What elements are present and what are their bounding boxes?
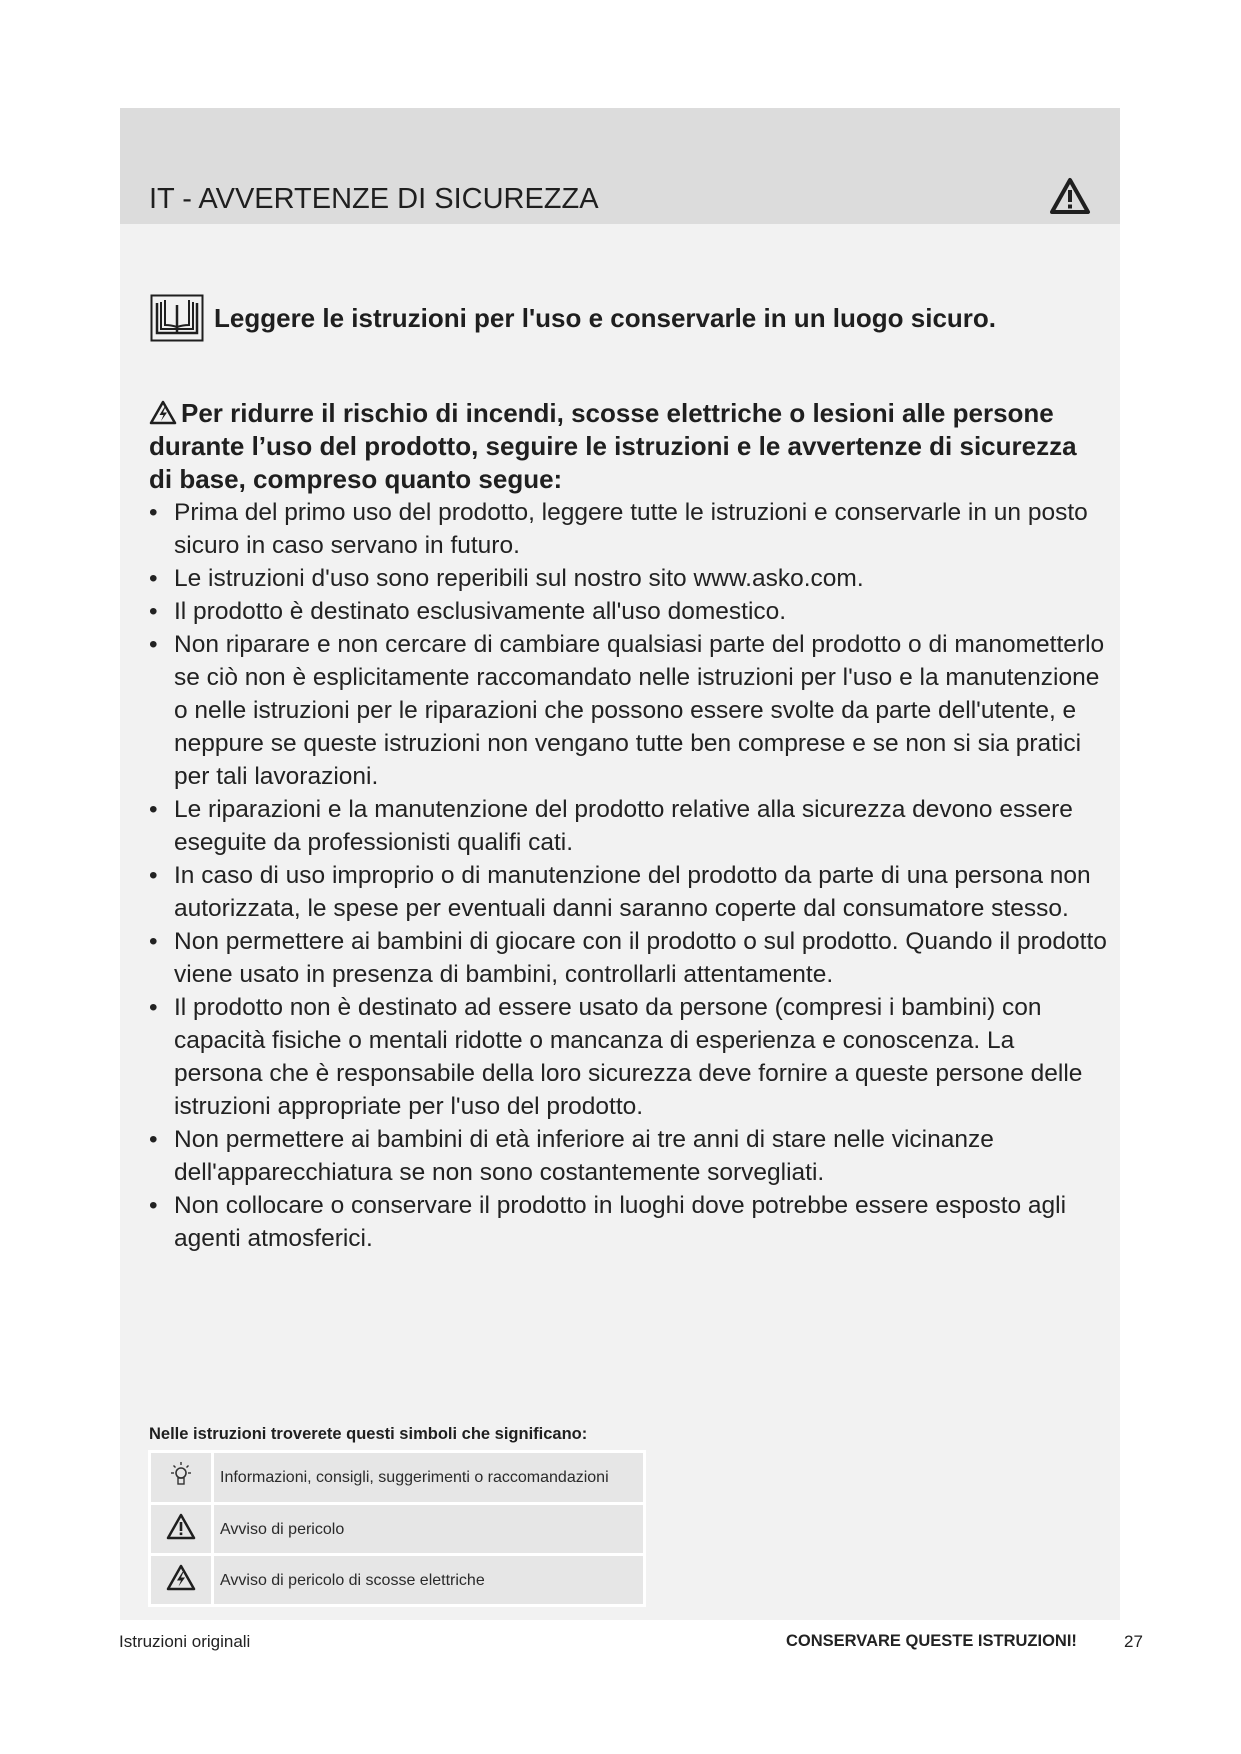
table-row [150,1555,645,1606]
safety-intro-text: Per ridurre il rischio di incendi, scosse elettriche o lesioni alle persone durante l’uso del prodotto, seguire le istruzioni e le avvertenze di sicurezza di base, compreso quanto segue: [149,398,1077,494]
list-item: • Le riparazioni e la manutenzione del prodotto relative alla sicurezza devono essere eseguite da professionisti qualifi cati. [149,793,1109,859]
lightbulb-icon [167,1461,195,1489]
list-item: • In caso di uso improprio o di manutenzione del prodotto da parte di una persona non autorizzata, le spese per eventuali danni saranno coperte dal consumatore stesso. [149,859,1109,925]
list-item: • Le istruzioni d'uso sono reperibili sul nostro sito www.asko.com. [149,562,1109,595]
electric-shock-warning-icon [149,400,177,425]
list-item: • Prima del primo uso del prodotto, leggere tutte le istruzioni e conservarle in un posto sicuro in caso servano in futuro. [149,496,1109,562]
list-item: • Non collocare o conservare il prodotto in luoghi dove potrebbe essere esposto agli agenti atmosferici. [149,1189,1109,1255]
section-header [120,108,1120,224]
warning-triangle-exclamation-icon [1049,177,1091,215]
manual-book-icon [150,294,204,342]
read-instructions-notice [150,292,1110,344]
symbol-description: Avviso di pericolo di scosse elettriche [213,1555,645,1606]
safety-panel [120,108,1120,1620]
symbols-legend-title: Nelle istruzioni troverete questi simboli che significano: [149,1425,588,1443]
symbol-description: Avviso di pericolo [213,1504,645,1555]
list-item: • Non riparare e non cercare di cambiare qualsiasi parte del prodotto o di manometterlo se ciò non è esplicitamente raccomandato nelle istruzioni per l'uso e la manutenzione o nelle istruzioni per le riparazioni che possono essere svolte da parte dell'utente, e neppure se queste istruzioni non vengano tutte ben comprese e se non si sia pratici per tali lavorazioni. [149,628,1109,793]
safety-intro [149,397,1104,496]
list-item: • Non permettere ai bambini di giocare con il prodotto o sul prodotto. Quando il prodotto viene usato in presenza di bambini, controllarli attentamente. [149,925,1109,991]
footer-original-instructions: Istruzioni originali [119,1632,251,1651]
read-instructions-text: Leggere le istruzioni per l'uso e conservarle in un luogo sicuro. [214,303,997,333]
list-item: • Non permettere ai bambini di età inferiore ai tre anni di stare nelle vicinanze dell'apparecchiatura se non sono costantemente sorvegliati. [149,1123,1109,1189]
electric-shock-warning-icon [166,1564,196,1591]
list-item: • Il prodotto è destinato esclusivamente all'uso domestico. [149,595,1109,628]
section-title: IT - AVVERTENZE DI SICUREZZA [149,183,599,215]
safety-bullet-list [149,496,1109,1255]
page-number: 27 [1124,1632,1143,1651]
table-row [150,1452,645,1504]
symbols-legend-table [148,1450,646,1607]
warning-triangle-icon [166,1513,196,1540]
table-row [150,1504,645,1555]
footer-keep-instructions: CONSERVARE QUESTE ISTRUZIONI! [786,1632,1077,1650]
list-item: • Il prodotto non è destinato ad essere usato da persone (compresi i bambini) con capacità fisiche o mentali ridotte o mancanza di esperienza e conoscenza. La persona che è responsabile della loro sicurezza deve fornire a queste persone delle istruzioni appropriate per l'uso del prodotto. [149,991,1109,1123]
symbol-description: Informazioni, consigli, suggerimenti o raccomandazioni [213,1452,645,1504]
